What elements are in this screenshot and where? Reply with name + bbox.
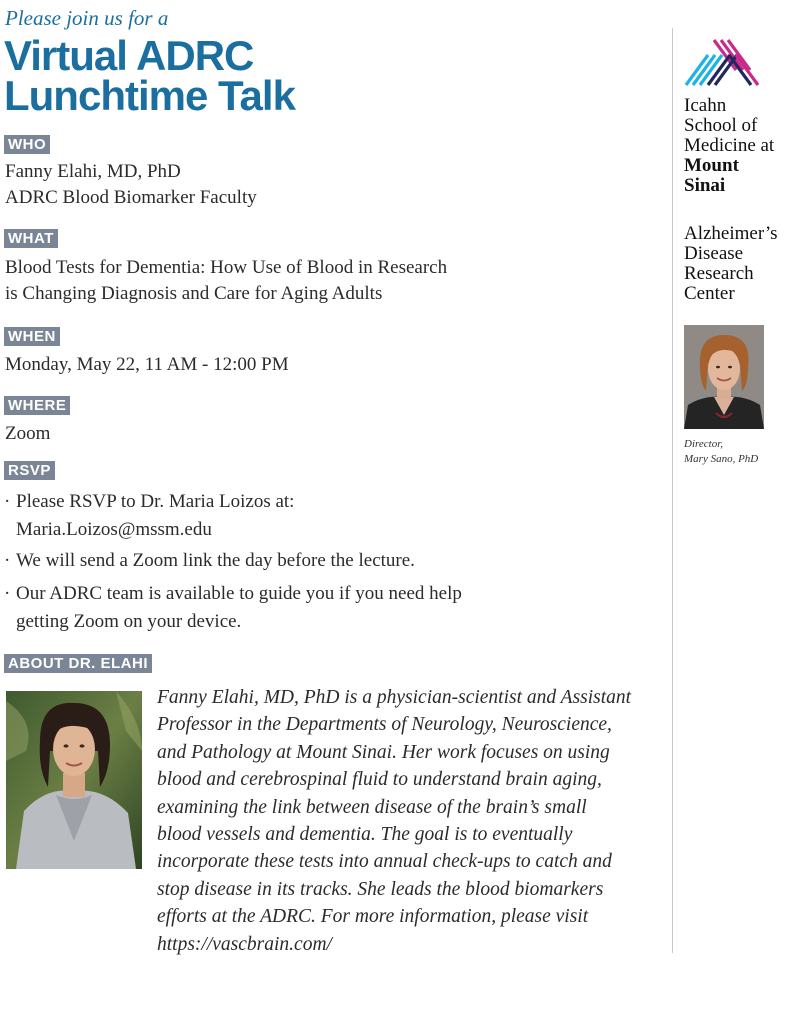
rsvp-label: RSVP	[4, 461, 55, 480]
rsvp-bullet-2-text: We will send a Zoom link the day before the lecture.	[16, 550, 415, 571]
about-bio: Fanny Elahi, MD, PhD is a physician-scientist and Assistant Professor in the Departments of Neurology, Neuroscience, and Pathology at Mount Sinai. Her work focuses on using blood and cerebrospinal fluid to understand brain aging, examining the link between disease of the brain’s small blood vessels and dementia. The goal is to eventually incorporate these tests into annual check-ups to catch and stop disease in its tracks. She leads the blood biomarkers efforts at the ADRC. For more information, please visit https://vascbrain.com/	[157, 687, 632, 955]
bullet-dot: ·	[4, 583, 11, 604]
page-title	[4, 32, 295, 119]
school-line-1: Icahn	[684, 95, 727, 116]
rsvp-bullet-3	[4, 580, 462, 636]
who-label: WHO	[4, 135, 50, 154]
mount-sinai-logo-icon	[684, 38, 764, 88]
what-line-1: Blood Tests for Dementia: How Use of Blood in Research	[5, 257, 448, 278]
rsvp-bullet-3-line-1: Our ADRC team is available to guide you if you need help	[16, 583, 462, 604]
when-label: WHEN	[4, 327, 60, 346]
intro-text: Please join us for a	[5, 6, 169, 30]
what-label: WHAT	[4, 229, 58, 248]
where-label: WHERE	[4, 396, 70, 415]
rsvp-bullet-3-line-2: getting Zoom on your device.	[16, 611, 242, 632]
caption-line-2: Mary Sano, PhD	[684, 453, 759, 465]
vertical-divider	[672, 28, 673, 953]
center-line-3: Research	[684, 263, 754, 284]
who-role: ADRC Blood Biomarker Faculty	[5, 187, 257, 208]
rsvp-bullet-1	[4, 488, 294, 544]
school-name	[684, 96, 774, 196]
rsvp-bullet-2	[4, 547, 415, 575]
who-name: Fanny Elahi, MD, PhD	[5, 161, 181, 182]
school-line-2: School of	[684, 115, 758, 136]
elahi-portrait	[6, 691, 142, 869]
center-line-4: Center	[684, 283, 735, 304]
title-line-1: Virtual ADRC	[4, 32, 254, 79]
director-portrait	[684, 325, 764, 429]
school-line-4: Mount	[684, 155, 739, 176]
school-line-3: Medicine at	[684, 135, 775, 156]
director-caption	[684, 437, 758, 467]
bullet-dot: ·	[4, 550, 11, 571]
center-line-1: Alzheimer’s	[684, 223, 778, 244]
rsvp-bullet-1-line-1: Please RSVP to Dr. Maria Loizos at:	[16, 491, 295, 512]
about-label: ABOUT DR. ELAHI	[4, 654, 152, 673]
rsvp-email[interactable]: Maria.Loizos@mssm.edu	[16, 519, 212, 540]
center-line-2: Disease	[684, 243, 744, 264]
caption-line-1: Director,	[684, 438, 724, 450]
what-line-2: is Changing Diagnosis and Care for Aging Adults	[5, 283, 383, 304]
title-line-2: Lunchtime Talk	[4, 72, 295, 119]
center-name	[684, 224, 778, 304]
school-line-5: Sinai	[684, 175, 726, 196]
bullet-dot: ·	[4, 491, 11, 512]
where-location: Zoom	[5, 423, 51, 444]
when-datetime: Monday, May 22, 11 AM - 12:00 PM	[5, 354, 289, 375]
